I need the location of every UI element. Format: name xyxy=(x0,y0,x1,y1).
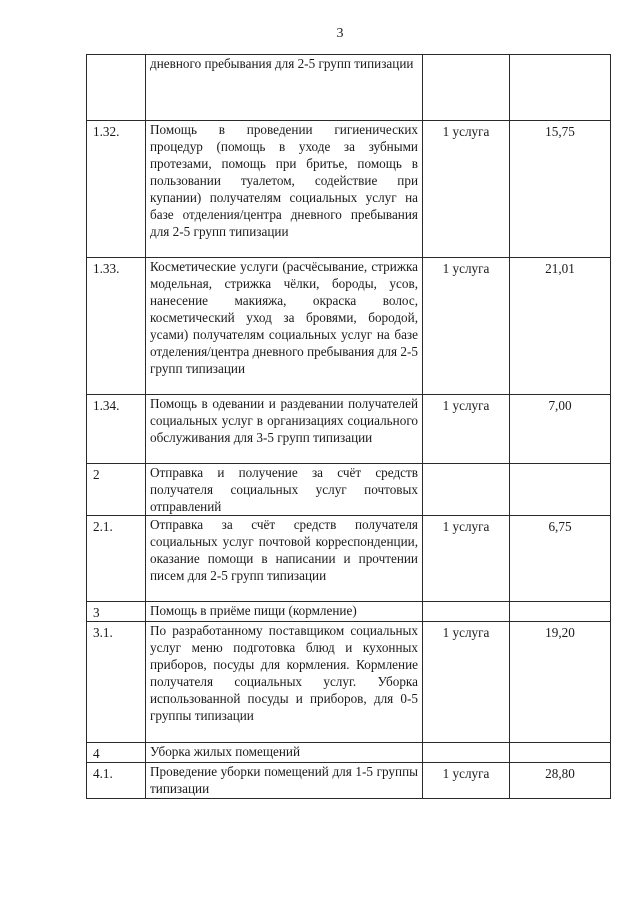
row-number: 4.1. xyxy=(87,763,146,799)
row-number xyxy=(87,55,146,121)
service-price: 15,75 xyxy=(510,121,611,258)
service-unit xyxy=(423,55,510,121)
services-tariff-table xyxy=(86,54,611,799)
row-number: 1.34. xyxy=(87,395,146,464)
table-row xyxy=(87,743,611,763)
table-row xyxy=(87,55,611,121)
service-price xyxy=(510,55,611,121)
row-number: 1.33. xyxy=(87,258,146,395)
service-price: 6,75 xyxy=(510,516,611,602)
service-description: Помощь в проведении гигиенических процедур (помощь в уходе за зубными протезами, помощь при бритье, помощь в пользовании туалетом, содействие при купании) получателям социальных услуг на базе отделения/центра дневного пребывания для 2-5 групп типизации xyxy=(146,121,423,258)
row-number: 3.1. xyxy=(87,622,146,743)
service-description: Отправка за счёт средств получателя социальных услуг почтовой корреспонденции, оказание помощи в написании и прочтении писем для 2-5 групп типизации xyxy=(146,516,423,602)
service-description: дневного пребывания для 2-5 групп типизации xyxy=(146,55,423,121)
service-unit: 1 услуга xyxy=(423,763,510,799)
service-description: Помощь в приёме пищи (кормление) xyxy=(146,602,423,622)
service-unit xyxy=(423,743,510,763)
service-description: Косметические услуги (расчёсывание, стрижка модельная, стрижка чёлки, бороды, усов, нанесение макияжа, окраска волос, косметический уход за бровями, бородой, усами) получателям социальных услуг на базе отделения/центра дневного пребывания для 2-5 групп типизации xyxy=(146,258,423,395)
service-unit: 1 услуга xyxy=(423,516,510,602)
service-price xyxy=(510,464,611,516)
service-description: Уборка жилых помещений xyxy=(146,743,423,763)
table-row xyxy=(87,622,611,743)
table-row xyxy=(87,258,611,395)
service-unit: 1 услуга xyxy=(423,121,510,258)
service-description: Помощь в одевании и раздевании получателей социальных услуг в организациях социального обслуживания для 3-5 групп типизации xyxy=(146,395,423,464)
service-price: 28,80 xyxy=(510,763,611,799)
table-row xyxy=(87,121,611,258)
service-description: Проведение уборки помещений для 1-5 группы типизации xyxy=(146,763,423,799)
table-row xyxy=(87,395,611,464)
service-price: 21,01 xyxy=(510,258,611,395)
service-unit: 1 услуга xyxy=(423,622,510,743)
row-number: 4 xyxy=(87,743,146,763)
service-description: По разработанному поставщиком социальных услуг меню подготовка блюд и кухонных приборов, посуды для кормления. Кормление получателя социальных услуг. Уборка использованной посуды и приборов, для 0-5 группы типизации xyxy=(146,622,423,743)
service-unit xyxy=(423,464,510,516)
row-number: 3 xyxy=(87,602,146,622)
service-price xyxy=(510,743,611,763)
table-row xyxy=(87,602,611,622)
service-unit: 1 услуга xyxy=(423,258,510,395)
row-number: 2 xyxy=(87,464,146,516)
service-unit: 1 услуга xyxy=(423,395,510,464)
row-number: 1.32. xyxy=(87,121,146,258)
page-number: 3 xyxy=(336,26,344,41)
table-row xyxy=(87,763,611,799)
service-price: 7,00 xyxy=(510,395,611,464)
row-number: 2.1. xyxy=(87,516,146,602)
table-row xyxy=(87,516,611,602)
service-price xyxy=(510,602,611,622)
service-unit xyxy=(423,602,510,622)
service-price: 19,20 xyxy=(510,622,611,743)
table-row xyxy=(87,464,611,516)
service-description: Отправка и получение за счёт средств получателя социальных услуг почтовых отправлений xyxy=(146,464,423,516)
